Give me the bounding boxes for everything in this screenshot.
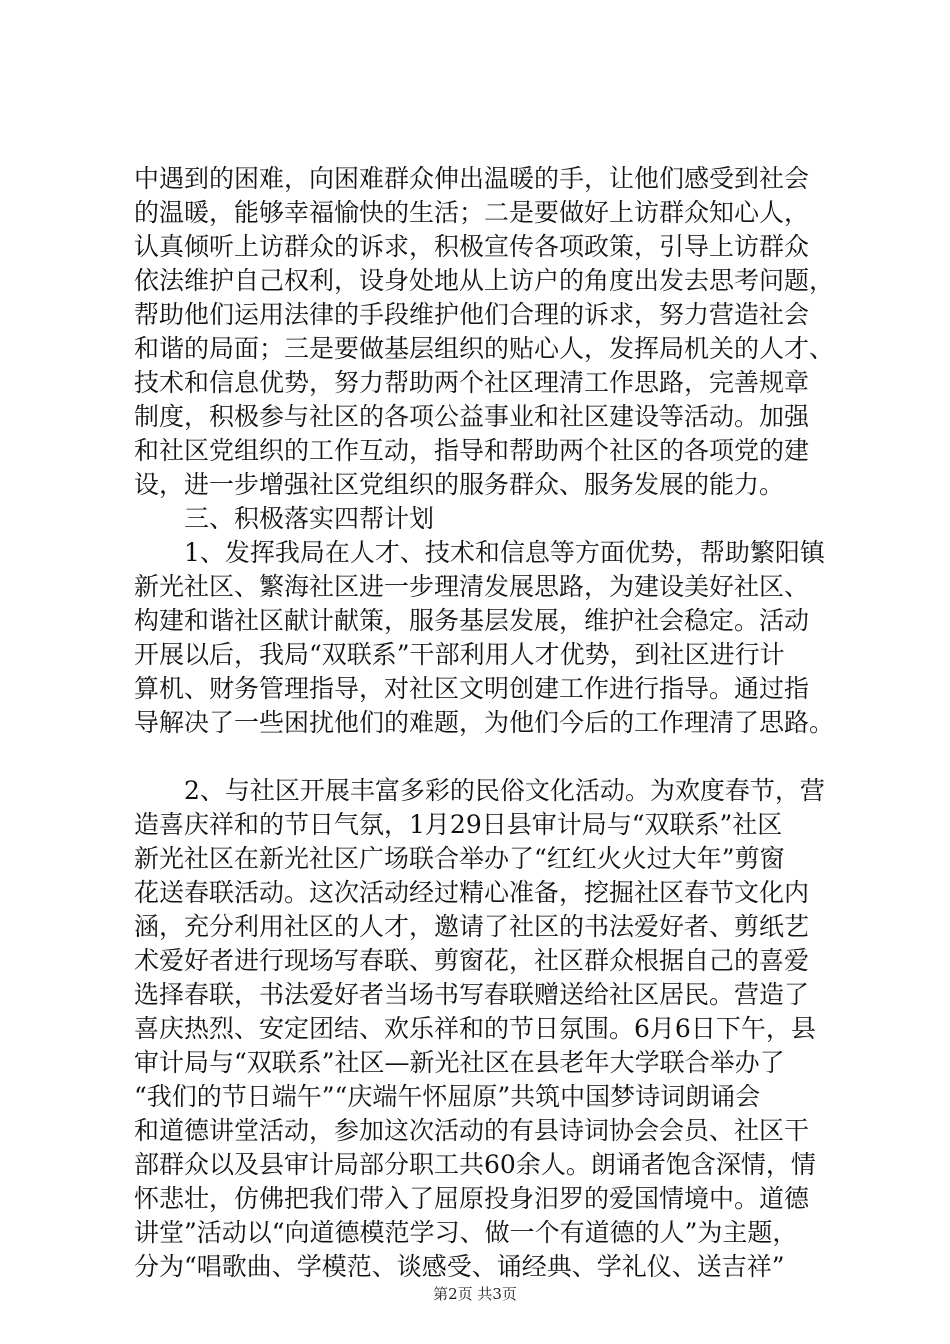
paragraph-item-1: 1、发挥我局在人才、技术和信息等方面优势，帮助繁阳镇 新光社区、繁海社区进一步理清发展思路，为建设美好社区、 构建和谐社区献计献策，服务基层发展，维护社会稳定。活动 开展以后，我局“双联系”干部利用人才优势，到社区进行计 算机、财务管理指导，对社区文明创建工作进行指导。通过指 导解决了一些困扰他们的难题，为他们今后的工作理清了思路。 bbox=[134, 538, 835, 737]
paragraph-spacer bbox=[134, 740, 834, 774]
document-body bbox=[134, 162, 834, 1284]
section-heading: 三、积极落实四帮计划 bbox=[184, 504, 435, 533]
paragraph-item-2: 2、与社区开展丰富多彩的民俗文化活动。为欢度春节，营 造喜庆祥和的节日气氛，1月29日县审计局与“双联系”社区 新光社区在新光社区广场联合举办了“红红火火过大年”剪窗 花送春联活动。这次活动经过精心准备，挖掘社区春节文化内 涵，充分利用社区的人才，邀请了社区的书法爱好者、剪纸艺 术爱好者进行现场写春联、剪窗花，社区群众根据自己的喜爱 选择春联，书法爱好者当场书写春联赠送给社区居民。营造了 喜庆热烈、安定团结、欢乐祥和的节日氛围。6月6日下午，县 审计局与“双联系”社区—新光社区在县老年大学联合举办了 “我们的节日端午”“庆端午怀屈原”共筑中国梦诗词朗诵会 和道德讲堂活动，参加这次活动的有县诗词协会会员、社区干 部群众以及县审计局部分职工共60余人。朗诵者饱含深情，情 怀悲壮，仿佛把我们带入了屈原投身汨罗的爱国情境中。道德 讲堂”活动以“向道德模范学习、做一个有道德的人”为主题， 分为“唱歌曲、学模范、谈感受、诵经典、学礼仪、送吉祥” bbox=[134, 776, 825, 1281]
page-footer: 第2页 共3页 bbox=[433, 1285, 517, 1303]
paragraph-continuation: 中遇到的困难，向困难群众伸出温暖的手，让他们感受到社会 的温暖，能够幸福愉快的生活；二是要做好上访群众知心人， 认真倾听上访群众的诉求，积极宣传各项政策，引导上访群众 依法维护自己权利，设身处地从上访户的角度出发去思考问题， 帮助他们运用法律的手段维护他们合理的诉求，努力营造社会 和谐的局面；三是要做基层组织的贴心人，发挥局机关的人才、 技术和信息优势，努力帮助两个社区理清工作思路，完善规章 制度，积极参与社区的各项公益事业和社区建设等活动。加强 和社区党组织的工作互动，指导和帮助两个社区的各项党的建 设，进一步增强社区党组织的服务群众、服务发展的能力。 bbox=[134, 164, 835, 499]
